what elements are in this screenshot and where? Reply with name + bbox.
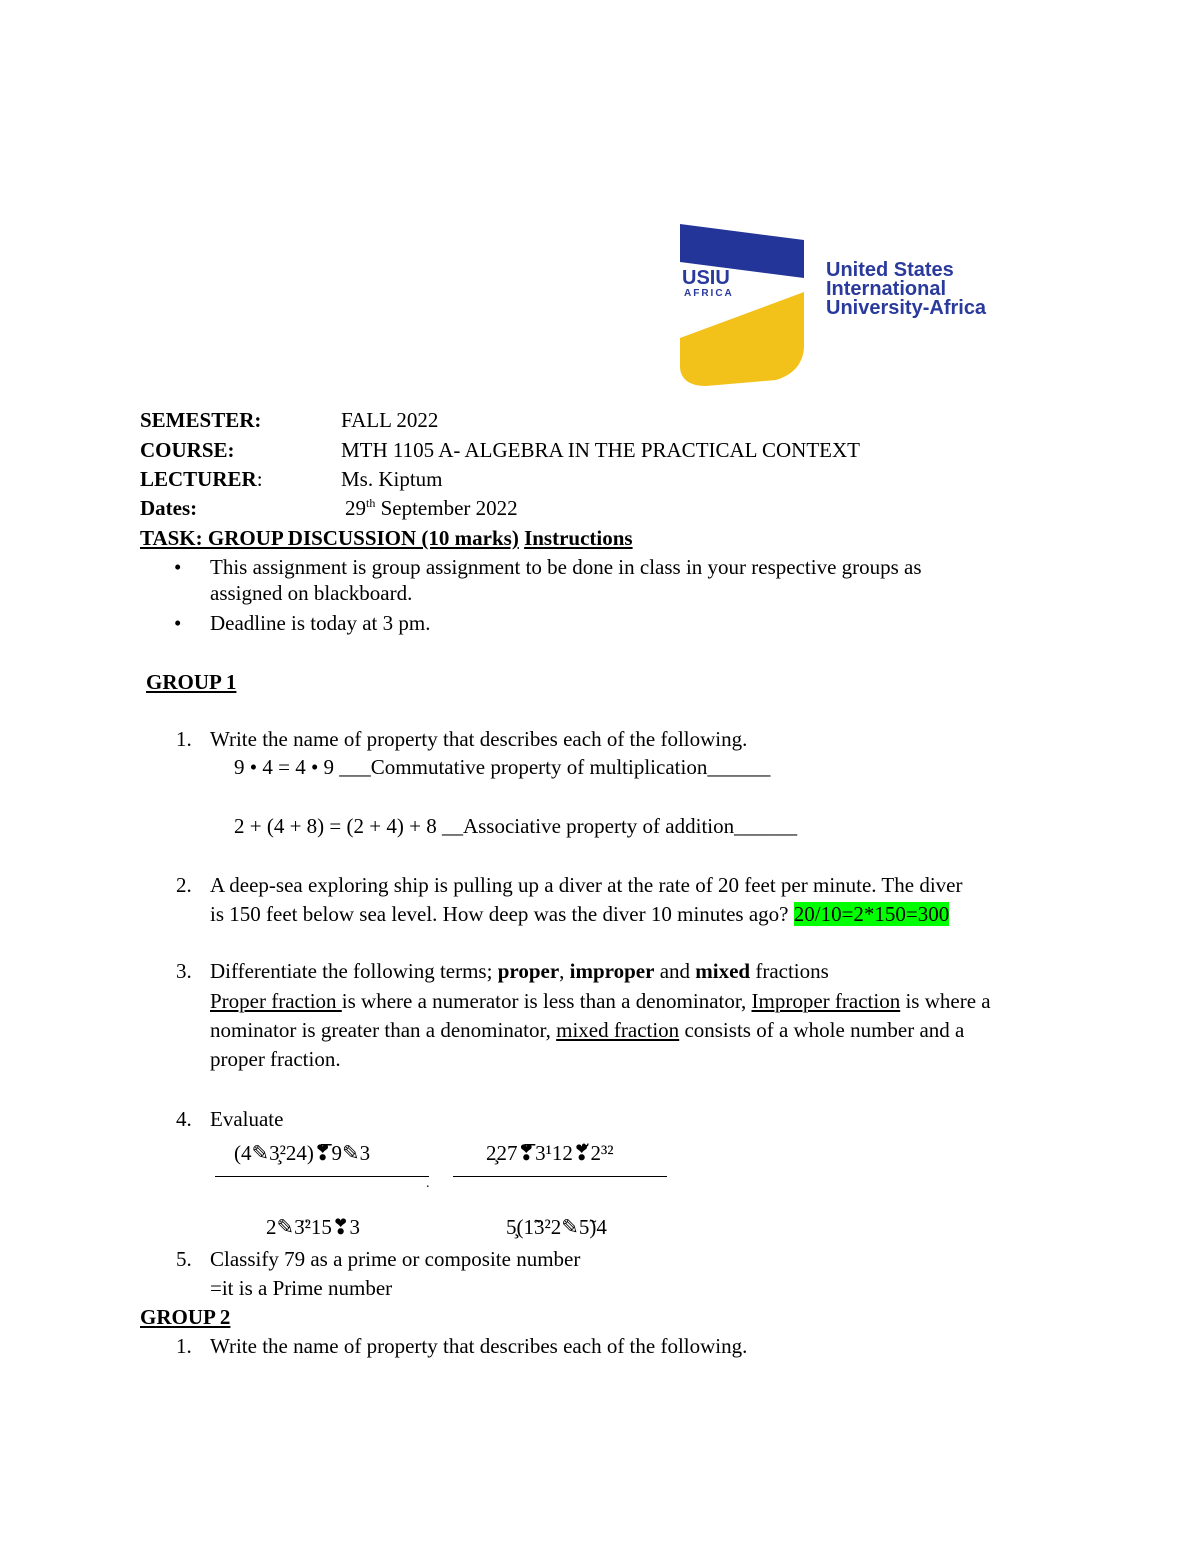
g1-q4-fraction-1-numerator: (4✎3̧²24)❣̅9✎3 [234, 1141, 371, 1165]
dates-label: Dates: [140, 496, 198, 520]
g1-q4-dot: . [426, 1176, 430, 1191]
instructions-label: Instructions [524, 526, 633, 550]
g1-q4-fraction-2-numerator: 2̧27❣̅3¹12❣̃2³² [486, 1141, 614, 1165]
bullet-1-line-2: assigned on blackboard. [210, 581, 413, 605]
group1-title: GROUP 1 [146, 670, 237, 694]
g1-q1-line-b: 2 + (4 + 8) = (2 + 4) + 8 __Associative property of addition______ [234, 814, 798, 838]
g1-q2-line-2-row [210, 902, 949, 926]
course-value: MTH 1105 A- ALGEBRA IN THE PRACTICAL CONTEXT [341, 438, 860, 462]
g1-q3-num: 3. [176, 959, 192, 983]
semester-label: SEMESTER: [140, 408, 262, 432]
g1-q3-proper-fraction: Proper fraction [210, 989, 342, 1013]
g1-q3-suffix: fractions [755, 959, 829, 983]
semester-value: FALL 2022 [341, 408, 439, 432]
g1-q3-term-proper: proper [497, 959, 560, 983]
g1-q3-answer-line-2 [210, 1018, 964, 1042]
g1-q5-num: 5. [176, 1247, 192, 1271]
g1-q3-ans-l1-t2: is where a [900, 989, 991, 1013]
g1-q3-ans-l1-t1: is where a numerator is less than a denominator, [341, 989, 747, 1013]
logo-line-3: University-Africa [826, 297, 987, 319]
logo-emblem [676, 222, 808, 388]
g1-q3-prefix: Differentiate the following terms; [210, 959, 493, 983]
lecturer-label: LECTURER [140, 467, 257, 491]
task-heading [140, 526, 633, 550]
g1-q3-ans-l2-t2: consists of a whole number and a [679, 1018, 965, 1042]
g1-q5-text: Classify 79 as a prime or composite number [210, 1247, 581, 1271]
g1-q1-text: Write the name of property that describes each of the following. [210, 727, 748, 751]
g1-q1-num: 1. [176, 727, 192, 751]
g1-q3-answer-line-3: proper fraction. [210, 1047, 341, 1071]
g1-q2-answer: 20/10=2*150=300 [793, 902, 950, 926]
g1-q3-mixed-fraction: mixed fraction [556, 1018, 680, 1042]
date-day: 29 [345, 496, 366, 520]
group2-title: GROUP 2 [140, 1305, 231, 1329]
course-label: COURSE: [140, 438, 235, 462]
bullet-dot-2: • [174, 611, 182, 635]
logo-mark-text: USIU [682, 267, 730, 289]
g2-q1-text: Write the name of property that describes each of the following. [210, 1334, 748, 1358]
logo-mark-subtext: AFRICA [684, 288, 734, 299]
g1-q3-improper-fraction: Improper fraction [751, 989, 901, 1013]
g1-q4-fraction-2-bar [453, 1176, 667, 1177]
date-value [345, 496, 518, 520]
bullet-2: Deadline is today at 3 pm. [210, 611, 431, 635]
g1-q4-num: 4. [176, 1107, 192, 1131]
g1-q3-and: and [659, 959, 691, 983]
g1-q5-answer: =it is a Prime number [210, 1276, 393, 1300]
g2-q1-num: 1. [176, 1334, 192, 1358]
bullet-dot-1: • [174, 555, 182, 579]
lecturer-colon: : [256, 467, 263, 491]
g1-q2-num: 2. [176, 873, 192, 897]
g1-q3-ans-l2-t1: nominator is greater than a denominator, [210, 1018, 551, 1042]
date-suffix: th [366, 496, 376, 510]
g1-q4-fraction-2-denominator: 5̧(1̃3²2✎5̃)4 [506, 1215, 607, 1239]
task-title: TASK: GROUP DISCUSSION (10 marks) [140, 526, 519, 550]
g1-q3-answer-line-1 [210, 989, 991, 1013]
g1-q3-term-mixed: mixed [695, 959, 751, 983]
g1-q4-fraction-1-denominator: 2✎3̈²15❣3 [266, 1215, 360, 1239]
date-rest: September 2022 [375, 496, 518, 520]
bullet-1-line-1: This assignment is group assignment to be done in class in your respective groups as [210, 555, 922, 579]
g1-q2-line-2: is 150 feet below sea level. How deep was the diver 10 minutes ago? [210, 902, 789, 926]
g1-q3-sep: , [559, 959, 565, 983]
logo-line-2: International [826, 278, 947, 300]
university-logo [676, 222, 1036, 388]
g1-q3-text [210, 959, 829, 983]
g1-q4-text: Evaluate [210, 1107, 284, 1131]
lecturer-value: Ms. Kiptum [341, 467, 443, 491]
g1-q1-line-a: 9 • 4 = 4 • 9 ___Commutative property of multiplication______ [234, 755, 771, 779]
g1-q3-term-improper: improper [569, 959, 655, 983]
logo-line-1: United States [826, 259, 954, 281]
lecturer-label-row [140, 467, 263, 491]
g1-q2-line-1: A deep-sea exploring ship is pulling up a diver at the rate of 20 feet per minute. The diver [210, 873, 963, 897]
g1-q4-fraction-1-bar [215, 1176, 429, 1177]
